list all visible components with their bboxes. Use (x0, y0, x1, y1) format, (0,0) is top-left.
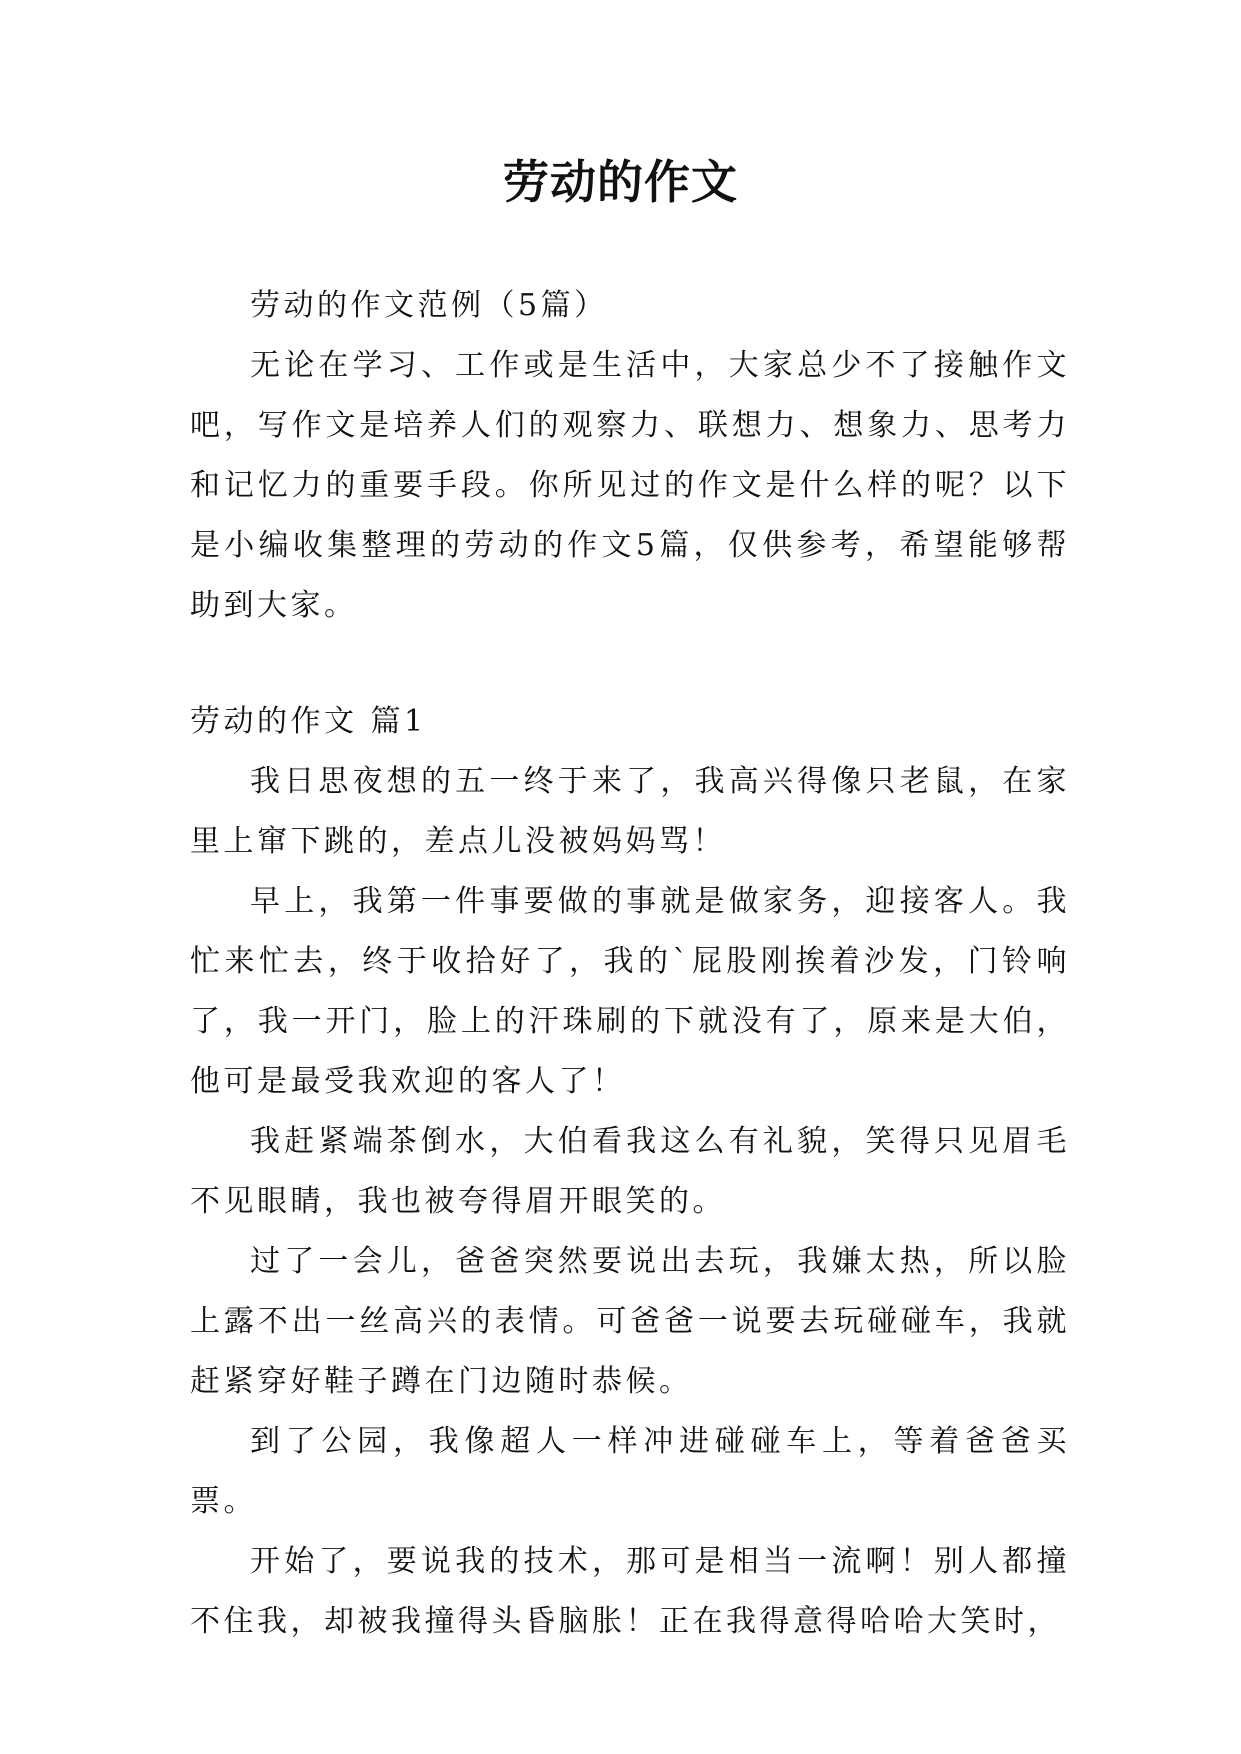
document-title: 劳动的作文 (503, 155, 738, 209)
intro-subtitle: 劳动的作文范例（5篇） (250, 288, 608, 323)
body-paragraph: 到了公园，我像超人一样冲进碰碰车上，等着爸爸买票。 (190, 1424, 1070, 1519)
intro-paragraph: 无论在学习、工作或是生活中，大家总少不了接触作文吧，写作文是培养人们的观察力、联想力、想象力、思考力和记忆力的重要手段。你所见过的作文是什么样的呢？以下是小编收集整理的劳动的作文5篇，仅供参考，希望能够帮助到大家。 (190, 348, 1070, 623)
body-paragraph: 早上，我第一件事要做的事就是做家务，迎接客人。我忙来忙去，终于收拾好了，我的`屁股刚挨着沙发，门铃响了，我一开门，脸上的汗珠刷的下就没有了，原来是大伯，他可是最受我欢迎的客人了！ (190, 884, 1070, 1099)
body-paragraph: 开始了，要说我的技术，那可是相当一流啊！别人都撞不住我，却被我撞得头昏脑胀！正在我得意得哈哈大笑时， (190, 1544, 1070, 1639)
body-paragraph: 我赶紧端茶倒水，大伯看我这么有礼貌，笑得只见眉毛不见眼睛，我也被夸得眉开眼笑的。 (190, 1124, 1070, 1219)
section-spacer (190, 636, 1070, 692)
document-body (190, 276, 1070, 1652)
section-heading: 劳动的作文 篇1 (190, 704, 427, 739)
body-paragraph: 我日思夜想的五一终于来了，我高兴得像只老鼠，在家里上窜下跳的，差点儿没被妈妈骂！ (190, 764, 1070, 859)
body-paragraph: 过了一会儿，爸爸突然要说出去玩，我嫌太热，所以脸上露不出一丝高兴的表情。可爸爸一说要去玩碰碰车，我就赶紧穿好鞋子蹲在门边随时恭候。 (190, 1244, 1070, 1399)
